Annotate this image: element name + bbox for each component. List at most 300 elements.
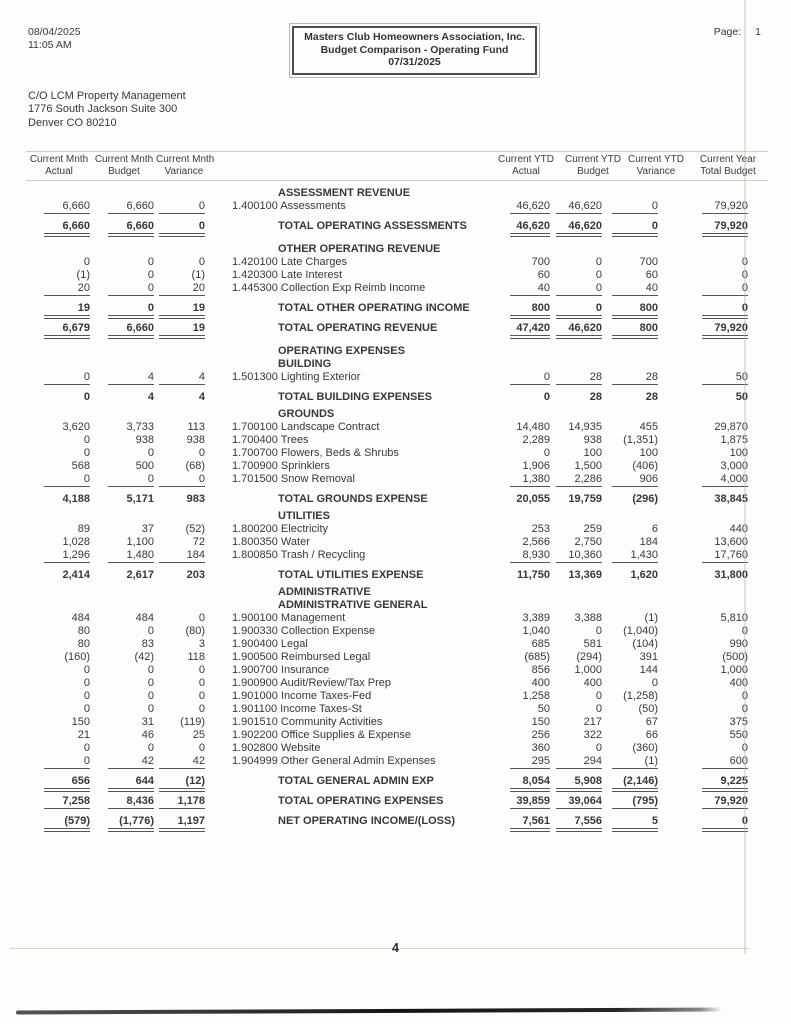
- cm-variance: 113: [187, 421, 205, 433]
- cm-variance: 19: [154, 302, 205, 319]
- year-total-budget: 0: [658, 282, 748, 296]
- ytd-actual: 253: [531, 523, 550, 535]
- cm-budget: 0: [147, 742, 154, 754]
- account-description: 1.902800 Website: [232, 742, 321, 754]
- cm-variance: 4: [198, 391, 205, 403]
- cm-actual: 0: [83, 434, 90, 446]
- column-header-spacer: [212, 154, 490, 177]
- cm-variance: 3: [198, 638, 205, 650]
- account-description: 1.420300 Late Interest: [232, 269, 343, 281]
- cm-actual: (579): [26, 815, 90, 832]
- association-name: Masters Club Homeowners Association, Inc.: [304, 31, 525, 43]
- section-heading-row: [26, 187, 791, 200]
- cm-variance: 0: [198, 690, 205, 702]
- total-label: TOTAL UTILITIES EXPENSE: [278, 569, 424, 581]
- ytd-actual: 256: [531, 729, 550, 741]
- cm-budget: 0: [147, 269, 154, 281]
- cm-budget: 0: [147, 664, 154, 676]
- total-label: TOTAL OPERATING ASSESSMENTS: [278, 220, 467, 232]
- ytd-budget: 28: [550, 371, 602, 385]
- total-row: [26, 493, 791, 506]
- account-description: 1.900400 Legal: [232, 638, 308, 650]
- print-datetime: [28, 26, 178, 52]
- account-row: [26, 651, 791, 664]
- account-description: 1.445300 Collection Exp Reimb Income: [232, 282, 426, 294]
- col-current-ytd-variance: Current YTD Variance: [628, 154, 684, 177]
- total-row: [26, 815, 791, 828]
- ytd-actual: 1,906: [522, 460, 550, 472]
- ytd-actual: 400: [531, 677, 550, 689]
- total-label: TOTAL GROUNDS EXPENSE: [278, 493, 428, 505]
- ytd-variance: 66: [645, 729, 658, 741]
- column-headers: [26, 151, 768, 181]
- cm-actual: 484: [71, 612, 90, 624]
- total-row: [26, 795, 791, 808]
- cm-actual: 0: [83, 742, 90, 754]
- account-description: 1.700900 Sprinklers: [232, 460, 330, 472]
- ytd-budget: 0: [595, 625, 602, 637]
- account-row: [26, 200, 791, 213]
- account-row: [26, 755, 791, 768]
- cm-actual: 0: [83, 391, 90, 403]
- year-total-budget: 79,920: [658, 200, 748, 214]
- account-description: 1.420100 Late Charges: [232, 256, 347, 268]
- section-heading: ASSESSMENT REVENUE: [278, 187, 411, 199]
- year-total-budget: 4,000: [658, 473, 748, 487]
- ytd-budget: 39,064: [550, 795, 602, 809]
- section-heading: ADMINISTRATIVE GENERAL: [278, 599, 428, 611]
- section-heading: UTILITIES: [278, 510, 330, 522]
- ytd-actual: 3,389: [522, 612, 550, 624]
- section-heading-row: [26, 358, 791, 371]
- ytd-variance: (1,258): [623, 690, 658, 702]
- cm-variance: 0: [154, 473, 205, 487]
- ytd-budget: 46,620: [550, 220, 602, 237]
- year-total-budget: 375: [729, 716, 748, 728]
- ytd-budget: 0: [595, 256, 602, 268]
- ytd-actual: 20,055: [516, 493, 550, 505]
- cm-budget: 4: [90, 371, 154, 385]
- ytd-budget: 294: [550, 755, 602, 769]
- cm-actual: 20: [26, 282, 90, 296]
- cm-budget: 484: [135, 612, 154, 624]
- cm-variance: 118: [187, 651, 205, 663]
- report-rows: [0, 181, 791, 828]
- col-current-mnth-actual: Current Mnth Actual: [29, 154, 89, 177]
- account-description: 1.700100 Landscape Contract: [232, 421, 380, 433]
- ytd-variance: 5: [602, 815, 658, 832]
- ytd-budget: (294): [576, 651, 602, 663]
- ytd-actual: 360: [531, 742, 550, 754]
- ytd-budget: 322: [583, 729, 602, 741]
- total-row: [26, 302, 791, 315]
- ytd-budget: 938: [583, 434, 602, 446]
- account-row: [26, 638, 791, 651]
- ytd-variance: 28: [645, 391, 658, 403]
- ytd-budget: 28: [589, 391, 602, 403]
- cm-variance: 203: [186, 569, 205, 581]
- ytd-variance: 800: [602, 322, 658, 339]
- ytd-variance: 100: [639, 447, 658, 459]
- page-number: 1: [755, 26, 761, 38]
- ytd-actual: 46,620: [508, 200, 550, 214]
- cm-variance: 72: [192, 536, 205, 548]
- account-description: 1.501300 Lighting Exterior: [232, 371, 361, 383]
- account-row: [26, 434, 791, 447]
- account-description: 1.901100 Income Taxes-St: [232, 703, 362, 715]
- ytd-actual: 800: [508, 302, 550, 319]
- account-row: [26, 716, 791, 729]
- ytd-actual: (685): [524, 651, 550, 663]
- account-description: 1.900330 Collection Expense: [232, 625, 376, 637]
- cm-budget: 4: [147, 391, 154, 403]
- total-label: TOTAL GENERAL ADMIN EXP: [278, 775, 434, 787]
- account-row: [26, 473, 791, 486]
- year-total-budget: 79,920: [658, 220, 748, 237]
- ytd-variance: (1): [602, 755, 658, 769]
- ytd-budget: 100: [583, 447, 602, 459]
- ytd-budget: 0: [595, 703, 602, 715]
- account-description: 1.900700 Insurance: [232, 664, 330, 676]
- account-description: 1.800350 Water: [232, 536, 310, 548]
- address-line: Denver CO 80210: [28, 116, 117, 129]
- cm-actual: 4,188: [62, 493, 90, 505]
- ytd-actual: 8,930: [508, 549, 550, 563]
- cm-variance: 25: [192, 729, 205, 741]
- ytd-variance: (795): [602, 795, 658, 809]
- col-current-ytd-actual: Current YTD Actual: [498, 154, 554, 177]
- year-total-budget: 0: [658, 302, 748, 319]
- cm-actual: 0: [26, 371, 90, 385]
- ytd-variance: 0: [602, 200, 658, 214]
- cm-budget: 1,480: [90, 549, 154, 563]
- cm-actual: 6,679: [26, 322, 90, 339]
- ytd-actual: 11,750: [516, 569, 550, 581]
- cm-actual: 7,258: [26, 795, 90, 809]
- account-description: 1.400100 Assessments: [232, 200, 346, 212]
- account-description: 1.900900 Audit/Review/Tax Prep: [232, 677, 391, 689]
- total-label: NET OPERATING INCOME/(LOSS): [278, 815, 456, 827]
- ytd-actual: 14,480: [516, 421, 550, 433]
- address-line: 1776 South Jackson Suite 300: [28, 103, 178, 115]
- account-row: [26, 447, 791, 460]
- account-row: [26, 664, 791, 677]
- cm-actual: 0: [26, 755, 90, 769]
- ytd-actual: 40: [508, 282, 550, 296]
- cm-variance: 184: [154, 549, 205, 563]
- scan-bottom-edge: [16, 1007, 722, 1014]
- ytd-actual: 8,054: [508, 775, 550, 792]
- year-total-budget: 79,920: [658, 795, 748, 809]
- year-total-budget: 0: [741, 625, 748, 637]
- year-total-budget: 29,870: [714, 421, 748, 433]
- ytd-budget: 19,759: [568, 493, 602, 505]
- ytd-budget: 0: [550, 302, 602, 319]
- ytd-budget: 0: [595, 269, 602, 281]
- cm-budget: 6,660: [90, 220, 154, 237]
- section-heading-row: [26, 243, 791, 256]
- year-total-budget: 0: [658, 815, 748, 832]
- ytd-budget: 0: [550, 282, 602, 296]
- cm-budget: 42: [90, 755, 154, 769]
- cm-variance: (68): [185, 460, 205, 472]
- account-row: [26, 523, 791, 536]
- account-description: 1.700400 Trees: [232, 434, 309, 446]
- section-heading-row: [26, 599, 791, 612]
- account-row: [26, 536, 791, 549]
- cm-budget: 1,100: [126, 536, 154, 548]
- report-date: 07/31/2025: [388, 56, 441, 68]
- report-title-box: [292, 26, 537, 75]
- cm-actual: 0: [83, 256, 90, 268]
- cm-budget: 3,733: [126, 421, 154, 433]
- account-description: 1.900500 Reimbursed Legal: [232, 651, 371, 663]
- ytd-variance: 60: [645, 269, 658, 281]
- account-row: [26, 421, 791, 434]
- page-label: Page:: [713, 26, 742, 38]
- ytd-actual: 39,859: [508, 795, 550, 809]
- ytd-variance: 455: [639, 421, 658, 433]
- account-row: [26, 625, 791, 638]
- print-date: 08/04/2025: [28, 26, 81, 38]
- cm-budget: 644: [90, 775, 154, 792]
- year-total-budget: 440: [729, 523, 748, 535]
- ytd-budget: 0: [595, 742, 602, 754]
- ytd-variance: 40: [602, 282, 658, 296]
- ytd-budget: 217: [583, 716, 602, 728]
- year-total-budget: 400: [729, 677, 748, 689]
- total-label: TOTAL OPERATING EXPENSES: [278, 795, 444, 807]
- ytd-variance: 6: [651, 523, 658, 535]
- account-description: 1.900100 Management: [232, 612, 346, 624]
- total-label: TOTAL OPERATING REVENUE: [278, 322, 438, 334]
- cm-budget: 6,660: [90, 322, 154, 339]
- cm-variance: 0: [154, 220, 205, 237]
- cm-variance: (12): [154, 775, 205, 792]
- cm-variance: 42: [154, 755, 205, 769]
- ytd-actual: 46,620: [508, 220, 550, 237]
- ytd-variance: 144: [639, 664, 658, 676]
- ytd-variance: (1): [644, 612, 658, 624]
- section-heading: ADMINISTRATIVE: [278, 586, 371, 598]
- cm-budget: 37: [141, 523, 154, 535]
- cm-actual: 0: [83, 690, 90, 702]
- ytd-actual: 1,040: [522, 625, 550, 637]
- ytd-variance: 0: [651, 677, 658, 689]
- cm-variance: 0: [198, 677, 205, 689]
- cm-variance: (52): [185, 523, 205, 535]
- account-row: [26, 460, 791, 473]
- cm-actual: (160): [64, 651, 90, 663]
- section-heading: OTHER OPERATING REVENUE: [278, 243, 441, 255]
- total-row: [26, 220, 791, 233]
- account-row: [26, 371, 791, 384]
- ytd-actual: 1,380: [508, 473, 550, 487]
- year-total-budget: 38,845: [714, 493, 748, 505]
- cm-budget: 8,436: [90, 795, 154, 809]
- cm-budget: 0: [90, 282, 154, 296]
- cm-variance: 0: [198, 703, 205, 715]
- ytd-budget: 10,360: [550, 549, 602, 563]
- ytd-budget: 400: [583, 677, 602, 689]
- ytd-actual: 295: [508, 755, 550, 769]
- total-row: [26, 322, 791, 335]
- cm-budget: 0: [90, 302, 154, 319]
- packet-page-number: 4: [392, 941, 399, 955]
- ytd-variance: 906: [602, 473, 658, 487]
- year-total-budget: 31,800: [714, 569, 748, 581]
- cm-budget: 0: [90, 473, 154, 487]
- cm-variance: (119): [180, 716, 205, 728]
- year-total-budget: 9,225: [658, 775, 748, 792]
- year-total-budget: 100: [729, 447, 748, 459]
- account-row: [26, 282, 791, 295]
- cm-actual: 1,028: [62, 536, 90, 548]
- cm-actual: 19: [26, 302, 90, 319]
- year-total-budget: 17,760: [658, 549, 748, 563]
- ytd-budget: 259: [583, 523, 602, 535]
- section-heading-row: [26, 408, 791, 421]
- cm-actual: 656: [26, 775, 90, 792]
- ytd-actual: 0: [543, 391, 550, 403]
- cm-budget: 83: [141, 638, 154, 650]
- ytd-budget: 2,750: [574, 536, 602, 548]
- account-row: [26, 703, 791, 716]
- cm-variance: 1,197: [154, 815, 205, 832]
- cm-budget: 500: [135, 460, 154, 472]
- section-heading: BUILDING: [278, 358, 332, 370]
- ytd-variance: (1,040): [623, 625, 658, 637]
- ytd-variance: (1,351): [623, 434, 658, 446]
- col-current-mnth-variance: Current Mnth Variance: [156, 154, 215, 177]
- management-address: [28, 90, 791, 131]
- scan-right-edge: [744, 0, 746, 954]
- total-row: [26, 391, 791, 404]
- section-heading: OPERATING EXPENSES: [278, 345, 405, 357]
- account-description: 1.701500 Snow Removal: [232, 473, 355, 485]
- print-time: 11:05 AM: [28, 39, 72, 51]
- total-label: TOTAL OTHER OPERATING INCOME: [278, 302, 470, 314]
- ytd-variance: 0: [602, 220, 658, 237]
- cm-variance: (1): [191, 269, 205, 281]
- ytd-actual: 2,289: [522, 434, 550, 446]
- ytd-budget: 14,935: [568, 421, 602, 433]
- cm-budget: 0: [147, 256, 154, 268]
- year-total-budget: (500): [722, 651, 748, 663]
- total-row: [26, 569, 791, 582]
- ytd-actual: 1,258: [522, 690, 550, 702]
- year-total-budget: 50: [735, 391, 748, 403]
- year-total-budget: 3,000: [720, 460, 748, 472]
- ytd-actual: 2,566: [522, 536, 550, 548]
- cm-variance: (80): [185, 625, 205, 637]
- year-total-budget: 0: [741, 690, 748, 702]
- col-current-year-total-budget: Current Year Total Budget: [699, 154, 757, 177]
- cm-actual: 568: [71, 460, 90, 472]
- year-total-budget: 0: [741, 256, 748, 268]
- cm-actual: (1): [76, 269, 90, 281]
- ytd-actual: 856: [531, 664, 550, 676]
- cm-variance: 0: [198, 256, 205, 268]
- cm-variance: 0: [198, 742, 205, 754]
- ytd-variance: (296): [632, 493, 658, 505]
- cm-actual: 1,296: [26, 549, 90, 563]
- ytd-budget: 46,620: [550, 322, 602, 339]
- account-description: 1.800200 Electricity: [232, 523, 328, 535]
- year-total-budget: 79,920: [658, 322, 748, 339]
- section-heading-row: [26, 586, 791, 599]
- account-description: 1.902200 Office Supplies & Expense: [232, 729, 411, 741]
- cm-actual: 89: [77, 523, 90, 535]
- account-description: 1.800850 Trash / Recycling: [232, 549, 366, 561]
- ytd-variance: 800: [602, 302, 658, 319]
- account-row: [26, 269, 791, 282]
- cm-actual: 0: [83, 447, 90, 459]
- ytd-variance: 1,620: [630, 569, 658, 581]
- year-total-budget: 550: [729, 729, 748, 741]
- cm-actual: 0: [83, 677, 90, 689]
- ytd-actual: 700: [531, 256, 550, 268]
- cm-budget: 31: [141, 716, 154, 728]
- ytd-variance: 700: [639, 256, 658, 268]
- cm-budget: 46: [141, 729, 154, 741]
- ytd-budget: 0: [595, 690, 602, 702]
- year-total-budget: 0: [741, 703, 748, 715]
- year-total-budget: 13,600: [714, 536, 748, 548]
- ytd-budget: 5,908: [550, 775, 602, 792]
- ytd-actual: 0: [508, 371, 550, 385]
- address-line: C/O LCM Property Management: [28, 89, 186, 102]
- ytd-variance: (360): [632, 742, 658, 754]
- report-name: Budget Comparison - Operating Fund: [320, 43, 509, 56]
- cm-actual: 80: [77, 625, 90, 637]
- cm-variance: 938: [186, 434, 205, 446]
- ytd-variance: 1,430: [602, 549, 658, 563]
- ytd-variance: 391: [639, 651, 658, 663]
- cm-budget: 2,617: [126, 569, 154, 581]
- account-description: 1.901000 Income Taxes-Fed: [232, 690, 372, 702]
- ytd-budget: 46,620: [550, 200, 602, 214]
- year-total-budget: 0: [741, 269, 748, 281]
- cm-actual: 0: [83, 664, 90, 676]
- year-total-budget: 1,000: [720, 664, 748, 676]
- cm-budget: 0: [147, 447, 154, 459]
- cm-variance: 1,178: [154, 795, 205, 809]
- ytd-actual: 60: [537, 269, 550, 281]
- cm-variance: 0: [198, 664, 205, 676]
- year-total-budget: 50: [658, 371, 748, 385]
- year-total-budget: 0: [741, 742, 748, 754]
- ytd-actual: 47,420: [508, 322, 550, 339]
- ytd-variance: (50): [638, 703, 658, 715]
- ytd-actual: 7,561: [508, 815, 550, 832]
- total-label: TOTAL BUILDING EXPENSES: [278, 391, 433, 403]
- ytd-budget: 1,000: [574, 664, 602, 676]
- cm-budget: 0: [147, 625, 154, 637]
- cm-variance: 19: [154, 322, 205, 339]
- account-row: [26, 677, 791, 690]
- ytd-budget: 2,286: [550, 473, 602, 487]
- cm-budget: 0: [147, 690, 154, 702]
- year-total-budget: 600: [658, 755, 748, 769]
- col-current-mnth-budget: Current Mnth Budget: [94, 154, 154, 177]
- year-total-budget: 1,875: [720, 434, 748, 446]
- ytd-budget: 13,369: [568, 569, 602, 581]
- cm-variance: 0: [198, 447, 205, 459]
- ytd-variance: (406): [632, 460, 658, 472]
- ytd-actual: 50: [537, 703, 550, 715]
- account-description: 1.904999 Other General Admin Expenses: [232, 755, 436, 767]
